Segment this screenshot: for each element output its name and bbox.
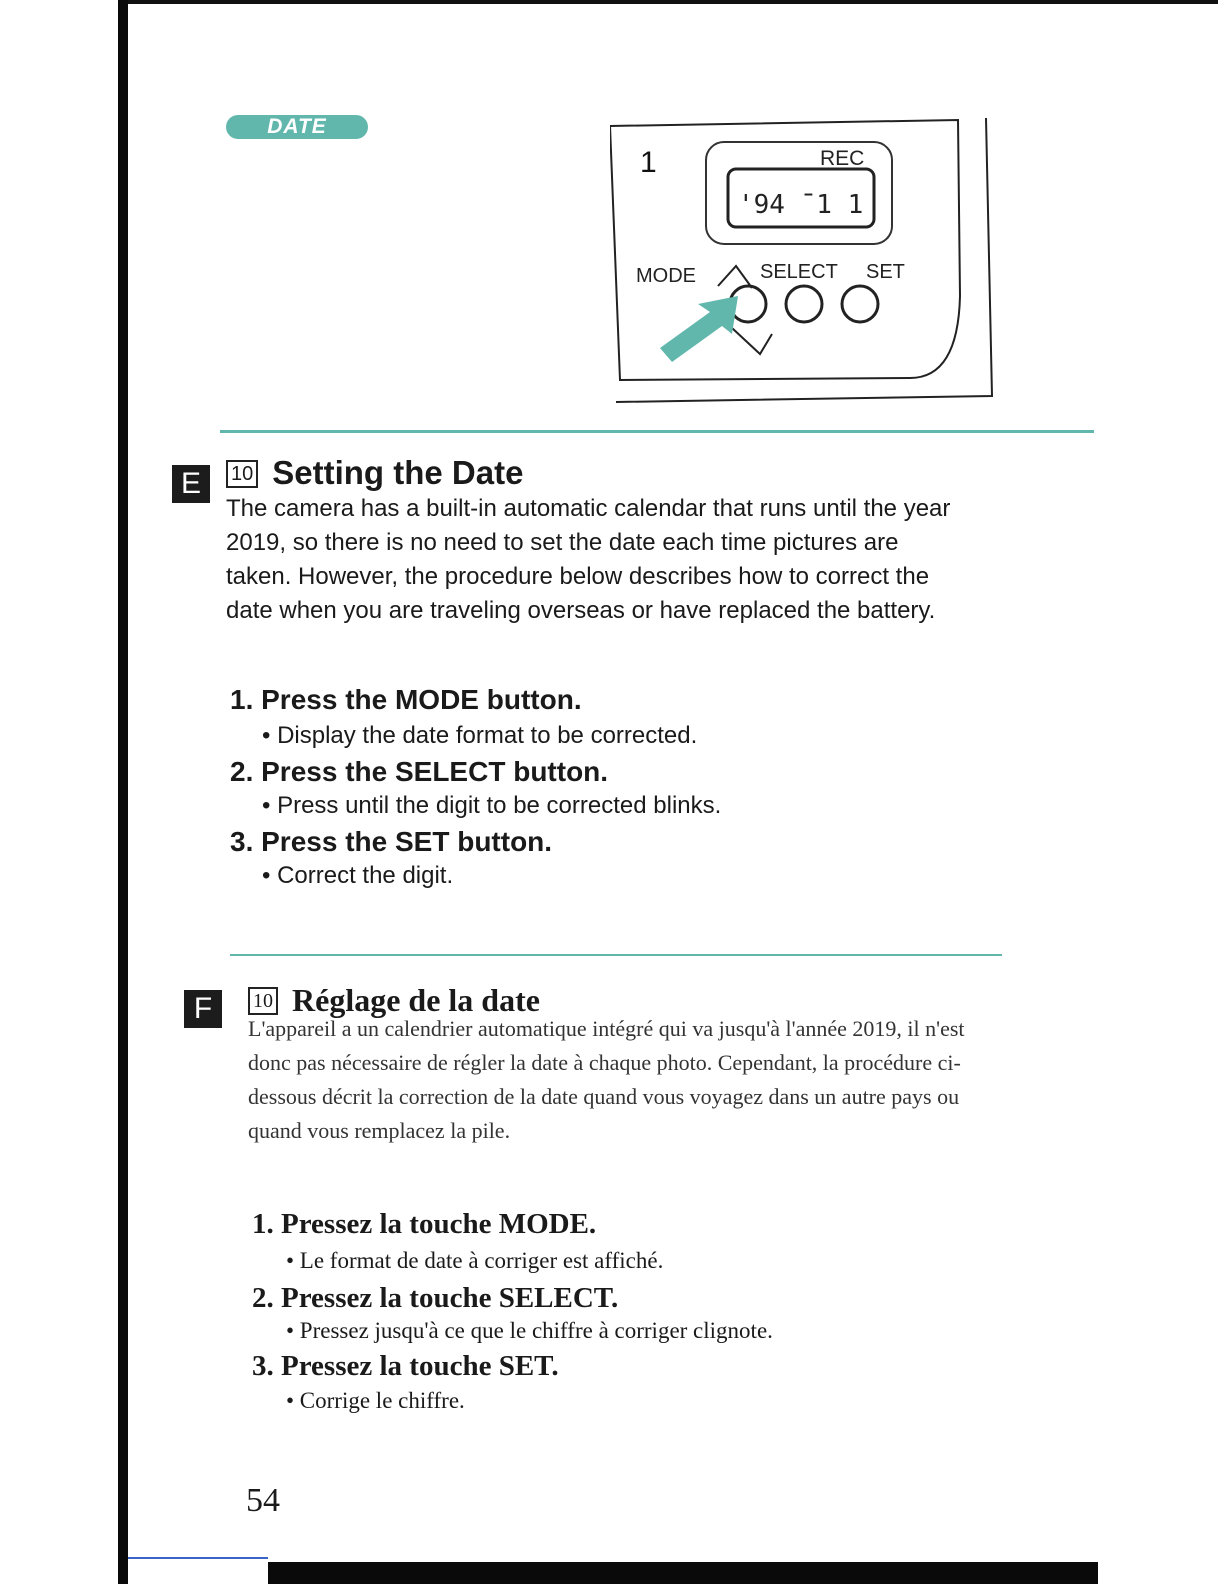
french-step-1: 1. Pressez la touche MODE. bbox=[252, 1208, 597, 1240]
date-badge: DATE bbox=[226, 115, 368, 139]
english-step-2: 2. Press the SELECT button. bbox=[230, 756, 609, 787]
english-paragraph: The camera has a built-in automatic calendar that runs until the year 2019, so there is no need to set the date each time pictures are taken. However, the procedure below describes how to correct the date when you are traveling overseas or have replaced the battery. bbox=[226, 495, 951, 624]
mode-label: MODE bbox=[636, 265, 696, 287]
french-step-2-note: • Pressez jusqu'à ce que le chiffre à corriger clignote. bbox=[286, 1318, 773, 1343]
arrow-pointer-icon bbox=[660, 296, 738, 362]
select-label: SELECT bbox=[760, 261, 838, 283]
lcd-date-readout: '94 ̄̄ 1 1 bbox=[738, 190, 864, 220]
scan-edge-bottom bbox=[268, 1562, 1098, 1584]
french-step-3-note: • Corrige le chiffre. bbox=[286, 1388, 465, 1413]
french-section-title: 10 Réglage de la date bbox=[248, 982, 540, 1019]
scan-edge-top bbox=[118, 0, 1218, 4]
set-button[interactable] bbox=[842, 286, 878, 322]
french-paragraph: L'appareil a un calendrier automatique intégré qui va jusqu'à l'année 2019, il n'est donc pas nécessaire de régler la date à chaque photo. Cependant, la procédure ci-dessous décrit la correction de la date quand vous voyagez dans un autre pays ou quand vous remplacez la pile. bbox=[248, 1016, 965, 1143]
english-step-3-note: • Correct the digit. bbox=[262, 862, 454, 889]
english-step-1: 1. Press the MODE button. bbox=[230, 684, 582, 715]
french-step-1-note: • Le format de date à corriger est affiché. bbox=[286, 1248, 664, 1273]
section-divider-top bbox=[220, 430, 1094, 433]
french-step-3: 3. Pressez la touche SET. bbox=[252, 1350, 559, 1382]
english-step-1-note: • Display the date format to be corrected. bbox=[262, 722, 698, 749]
scan-edge-left bbox=[118, 0, 128, 1584]
rec-label: REC bbox=[820, 147, 865, 170]
english-section-title: 10 Setting the Date bbox=[226, 454, 523, 492]
select-button[interactable] bbox=[786, 286, 822, 322]
english-step-2-note: • Press until the digit to be corrected blinks. bbox=[262, 792, 722, 819]
step-number-label: 1 bbox=[640, 146, 657, 179]
scan-edge-line bbox=[128, 1557, 268, 1559]
page-number: 54 bbox=[246, 1482, 280, 1519]
french-step-2: 2. Pressez la touche SELECT. bbox=[252, 1282, 619, 1314]
section-divider-middle bbox=[230, 954, 1002, 956]
french-marker: F bbox=[184, 990, 222, 1028]
section-number-icon: 10 bbox=[226, 460, 258, 488]
section-number-icon: 10 bbox=[248, 987, 278, 1015]
english-step-3: 3. Press the SET button. bbox=[230, 826, 553, 857]
english-marker: E bbox=[172, 465, 210, 503]
set-label: SET bbox=[866, 261, 905, 283]
camera-panel-illustration bbox=[610, 116, 994, 406]
